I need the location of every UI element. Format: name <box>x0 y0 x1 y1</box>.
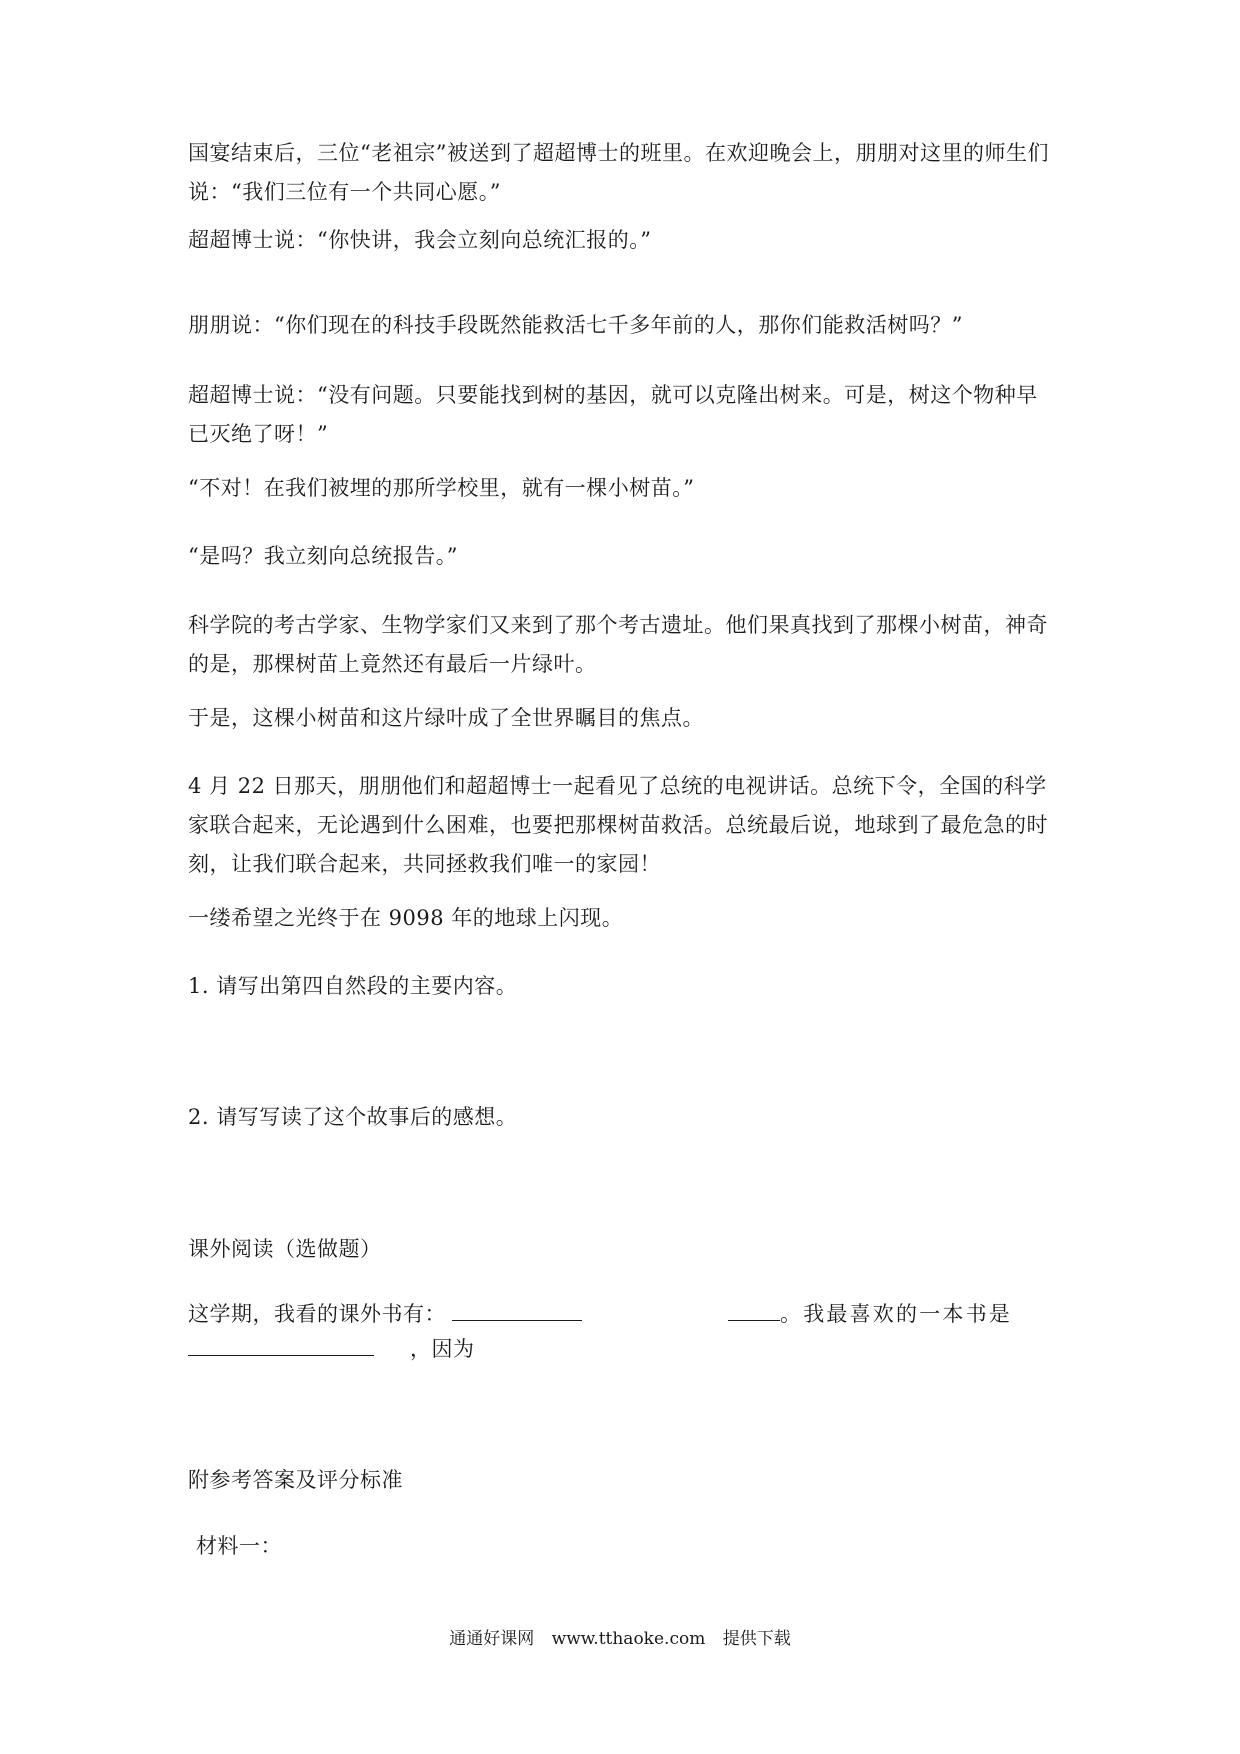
footer-url[interactable]: www.tthaoke.com <box>551 1629 706 1649</box>
book-list-blank-1[interactable] <box>452 1296 582 1321</box>
question-1: 1. 请写出第四自然段的主要内容。 <box>188 974 518 998</box>
favorite-book-blank[interactable] <box>188 1331 374 1356</box>
material-one-label: 材料一： <box>196 1534 282 1558</box>
question-2: 2. 请写写读了这个故事后的感想。 <box>188 1105 518 1129</box>
paragraph-1: 国宴结束后，三位“老祖宗”被送到了超超博士的班里。在欢迎晚会上，朋朋对这里的师生们说：“我们三位有一个共同心愿。” <box>188 141 1049 204</box>
extra-reading-line1-prefix: 这学期，我看的课外书有： <box>188 1302 446 1326</box>
book-list-blank-2[interactable] <box>728 1296 780 1321</box>
extra-reading-line2-suffix: ，因为 <box>410 1337 475 1361</box>
paragraph-9: 4 月 22 日那天，朋朋他们和超超博士一起看见了总统的电视讲话。总统下令，全国的科学家联合起来，无论遇到什么困难，也要把那棵树苗救活。总统最后说，地球到了最危急的时刻，让我们联合起来，共同拯救我们唯一的家园！ <box>188 774 1048 876</box>
extra-reading-line-2 <box>188 1330 1056 1369</box>
footer-site-name: 通通好课网 <box>449 1629 535 1649</box>
extra-reading-heading: 课外阅读（选做题） <box>188 1237 382 1261</box>
paragraph-7: 科学院的考古学家、生物学家们又来到了那个考古遗址。他们果真找到了那棵小树苗，神奇的是，那棵树苗上竟然还有最后一片绿叶。 <box>188 613 1048 676</box>
paragraph-6: “是吗？我立刻向总统报告。” <box>188 544 458 568</box>
extra-reading-line-1 <box>188 1295 1056 1334</box>
paragraph-2: 超超博士说：“你快讲，我会立刻向总统汇报的。” <box>188 228 652 252</box>
paragraph-5: “不对！在我们被埋的那所学校里，就有一棵小树苗。” <box>188 476 695 500</box>
paragraph-3: 朋朋说：“你们现在的科技手段既然能救活七千多年前的人，那你们能救活树吗？” <box>188 313 963 337</box>
paragraph-4: 超超博士说：“没有问题。只要能找到树的基因，就可以克隆出树来。可是，树这个物种早已灭绝了呀！” <box>188 383 1038 446</box>
paragraph-8: 于是，这棵小树苗和这片绿叶成了全世界瞩目的焦点。 <box>188 706 704 730</box>
extra-reading-line1-suffix: 。我最喜欢的一本书是 <box>780 1302 1012 1326</box>
paragraph-10: 一缕希望之光终于在 9098 年的地球上闪现。 <box>188 906 624 930</box>
footer-note: 提供下载 <box>722 1629 791 1649</box>
answers-heading: 附参考答案及评分标准 <box>188 1468 403 1492</box>
page-footer <box>0 1625 1240 1653</box>
